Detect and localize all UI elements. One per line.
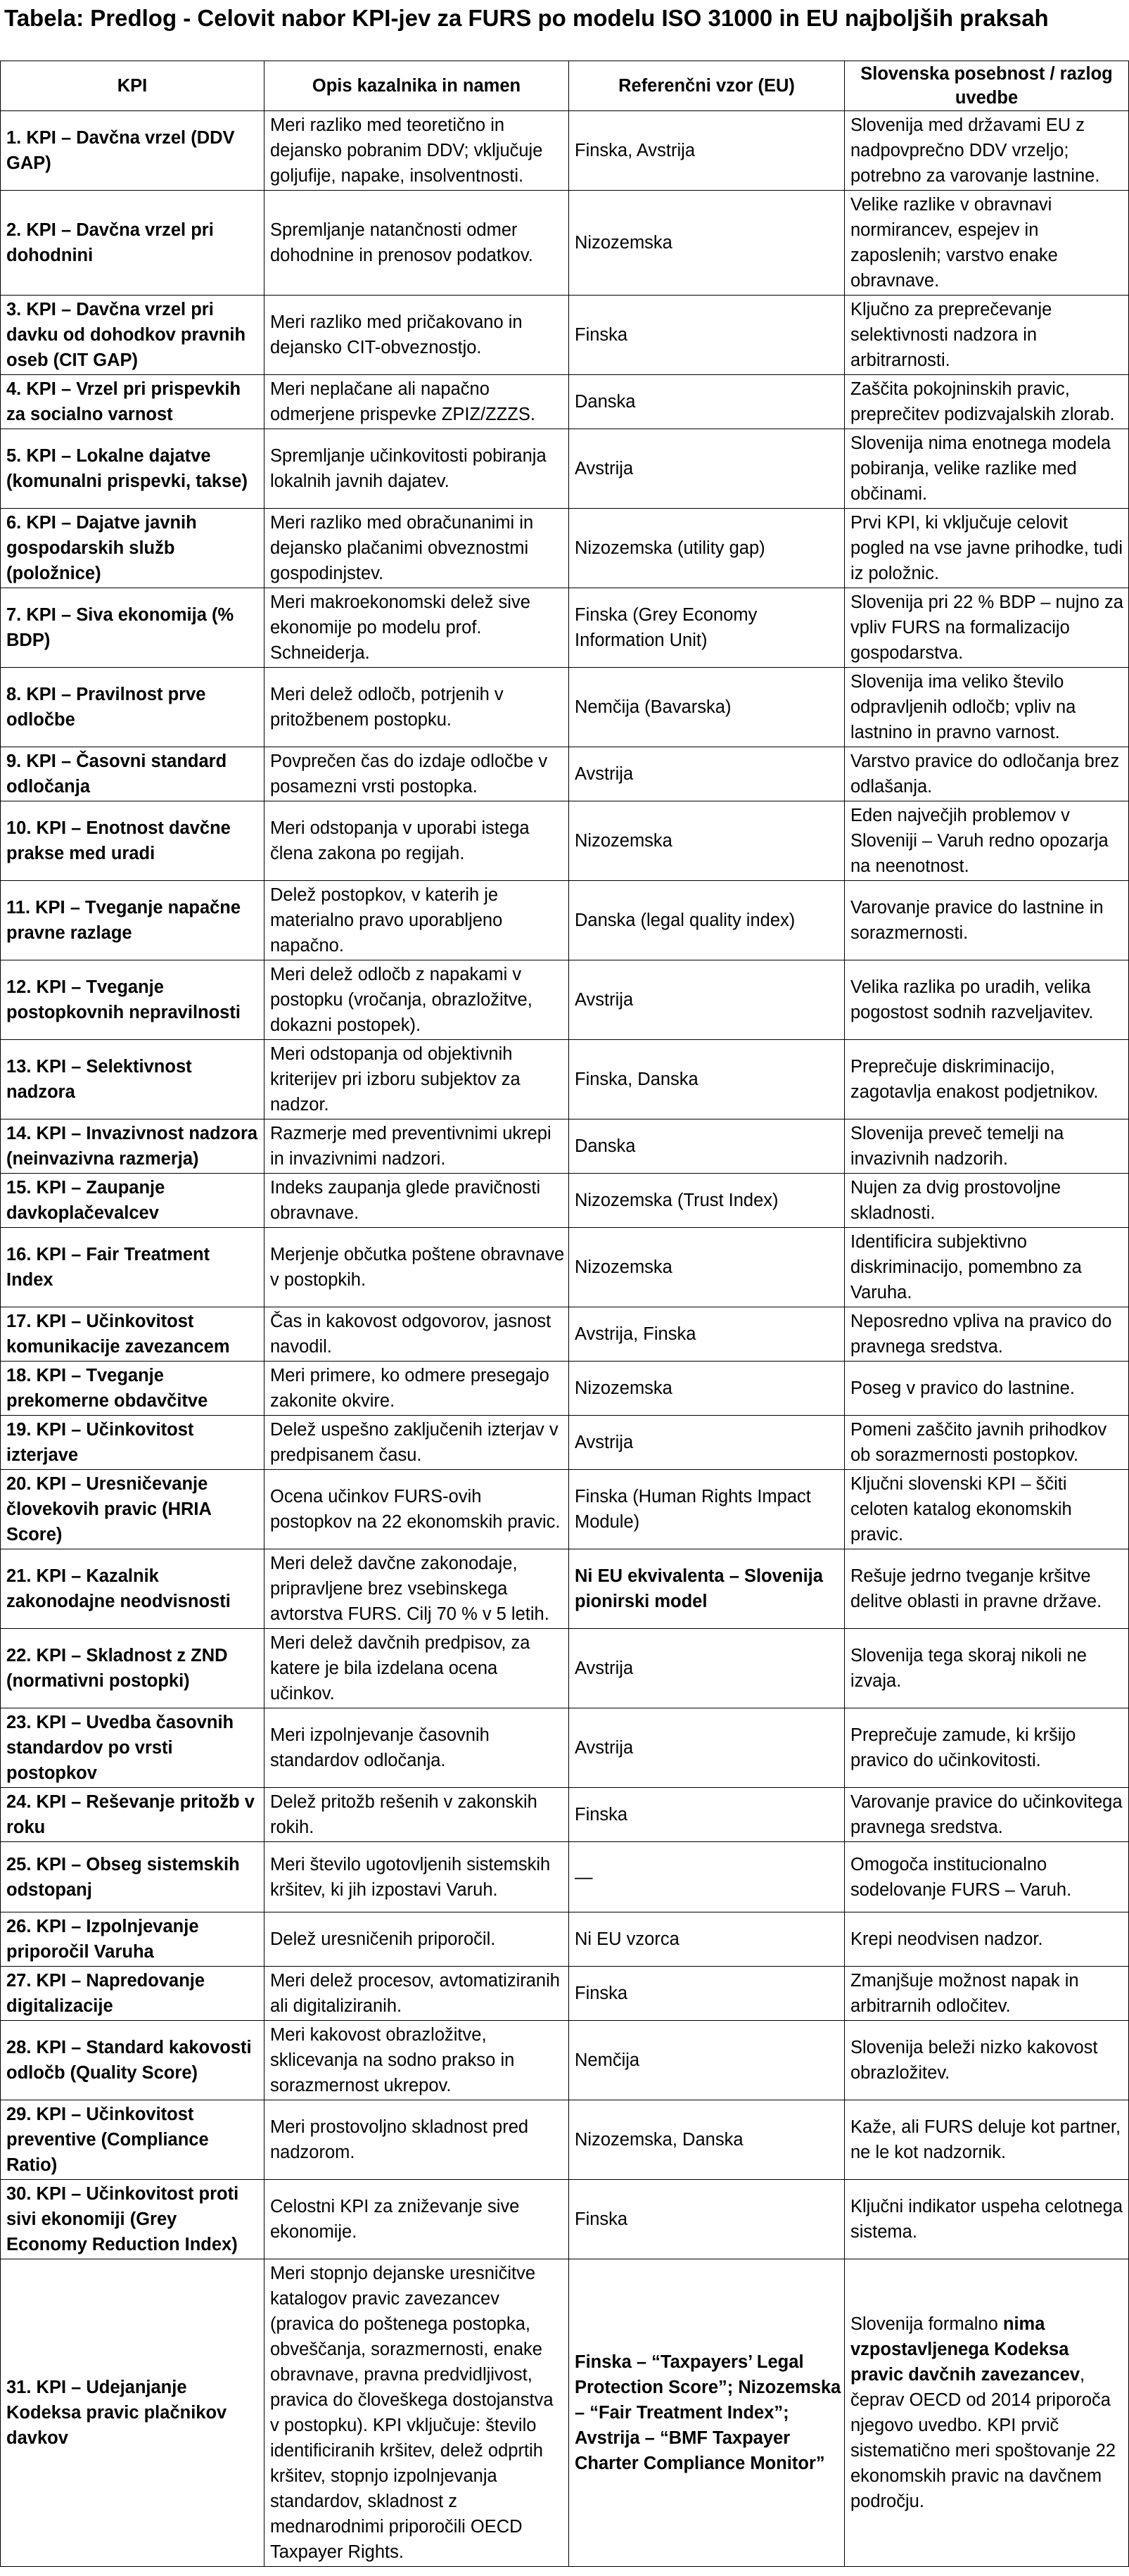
cell-razlog: Varovanje pravice do lastnine in sorazmernosti. bbox=[845, 881, 1129, 960]
cell-vzor: Finska (Human Rights Impact Module) bbox=[569, 1470, 845, 1549]
table-row bbox=[1, 668, 1129, 747]
cell-kpi: 9. KPI – Časovni standard odločanja bbox=[1, 747, 264, 801]
cell-razlog: Ključno za preprečevanje selektivnosti nadzora in arbitrarnosti. bbox=[845, 296, 1129, 375]
cell-kpi: 18. KPI – Tveganje prekomerne obdavčitve bbox=[1, 1362, 264, 1416]
cell-kpi: 21. KPI – Kazalnik zakonodajne neodvisnosti bbox=[1, 1549, 264, 1629]
table-row bbox=[1, 111, 1129, 191]
cell-kpi: 28. KPI – Standard kakovosti odločb (Quality Score) bbox=[1, 2021, 264, 2100]
cell-kpi: 26. KPI – Izpolnjevanje priporočil Varuha bbox=[1, 1912, 264, 1967]
header-razlog: Slovenska posebnost / razlog uvedbe bbox=[845, 61, 1129, 111]
table-row bbox=[1, 1708, 1129, 1788]
cell-razlog: Kaže, ali FURS deluje kot partner, ne le kot nadzornik. bbox=[845, 2100, 1129, 2180]
table-row bbox=[1, 1119, 1129, 1174]
cell-opis: Delež uspešno zaključenih izterjav v predpisanem času. bbox=[264, 1416, 569, 1470]
cell-razlog: Zaščita pokojninskih pravic, preprečitev podizvajalskih zlorab. bbox=[845, 375, 1129, 429]
cell-kpi: 31. KPI – Udejanjanje Kodeksa pravic plačnikov davkov bbox=[1, 2259, 264, 2567]
cell-opis: Meri odstopanja od objektivnih kriterijev pri izboru subjektov za nadzor. bbox=[264, 1040, 569, 1119]
table-row bbox=[1, 2021, 1129, 2100]
cell-razlog: Velike razlike v obravnavi normirancev, espejev in zaposlenih; varstvo enake obravnave. bbox=[845, 191, 1129, 296]
cell-kpi: 25. KPI – Obseg sistemskih odstopanj bbox=[1, 1842, 264, 1912]
cell-razlog: Nujen za dvig prostovoljne skladnosti. bbox=[845, 1174, 1129, 1228]
table-row bbox=[1, 509, 1129, 588]
cell-razlog: Prvi KPI, ki vključuje celovit pogled na vse javne prihodke, tudi iz položnic. bbox=[845, 509, 1129, 588]
cell-vzor: Nizozemska (utility gap) bbox=[569, 509, 845, 588]
table-row bbox=[1, 1549, 1129, 1629]
cell-kpi: 22. KPI – Skladnost z ZND (normativni postopki) bbox=[1, 1629, 264, 1708]
cell-razlog: Slovenija ima veliko število odpravljenih odločb; vpliv na lastnino in pravno varnost. bbox=[845, 668, 1129, 747]
cell-razlog: Preprečuje zamude, ki kršijo pravico do učinkovitosti. bbox=[845, 1708, 1129, 1788]
cell-razlog: Slovenija med državami EU z nadpovprečno DDV vrzeljo; potrebno za varovanje lastnine. bbox=[845, 111, 1129, 191]
cell-vzor: Danska (legal quality index) bbox=[569, 881, 845, 960]
cell-vzor: Avstrija bbox=[569, 1629, 845, 1708]
table-row bbox=[1, 801, 1129, 881]
cell-razlog-part: Slovenija formalno bbox=[850, 2314, 1003, 2334]
cell-razlog: Preprečuje diskriminacijo, zagotavlja enakost podjetnikov. bbox=[845, 1040, 1129, 1119]
cell-opis: Meri neplačane ali napačno odmerjene prispevke ZPIZ/ZZZS. bbox=[264, 375, 569, 429]
cell-kpi: 6. KPI – Dajatve javnih gospodarskih služb (položnice) bbox=[1, 509, 264, 588]
page-title: Tabela: Predlog - Celovit nabor KPI-jev za FURS po modelu ISO 31000 in EU najboljših praksah bbox=[4, 5, 1049, 31]
cell-kpi: 30. KPI – Učinkovitost proti sivi ekonomiji (Grey Economy Reduction Index) bbox=[1, 2180, 264, 2259]
table-row bbox=[1, 1362, 1129, 1416]
table-row bbox=[1, 2180, 1129, 2259]
cell-opis: Delež pritožb rešenih v zakonskih rokih. bbox=[264, 1788, 569, 1842]
cell-vzor: Finska, Danska bbox=[569, 1040, 845, 1119]
cell-opis: Meri izpolnjevanje časovnih standardov odločanja. bbox=[264, 1708, 569, 1788]
cell-vzor: Finska bbox=[569, 1967, 845, 2021]
cell-vzor: Avstrija bbox=[569, 960, 845, 1040]
cell-opis: Čas in kakovost odgovorov, jasnost navodil. bbox=[264, 1307, 569, 1362]
cell-opis: Merjenje občutka poštene obravnave v postopkih. bbox=[264, 1228, 569, 1307]
cell-razlog: Slovenija nima enotnega modela pobiranja, velike razlike med občinami. bbox=[845, 429, 1129, 509]
table-row bbox=[1, 1629, 1129, 1708]
table-row bbox=[1, 1967, 1129, 2021]
cell-vzor: Finska bbox=[569, 296, 845, 375]
cell-razlog: Varstvo pravice do odločanja brez odlašanja. bbox=[845, 747, 1129, 801]
table-row bbox=[1, 429, 1129, 509]
table-row bbox=[1, 191, 1129, 296]
cell-vzor: Finska bbox=[569, 1788, 845, 1842]
table-row bbox=[1, 2100, 1129, 2180]
cell-razlog: Pomeni zaščito javnih prihodkov ob sorazmernosti postopkov. bbox=[845, 1416, 1129, 1470]
cell-vzor: Nemčija bbox=[569, 2021, 845, 2100]
cell-vzor: Ni EU vzorca bbox=[569, 1912, 845, 1967]
table-body bbox=[1, 111, 1129, 2567]
cell-vzor: Danska bbox=[569, 1119, 845, 1174]
cell-razlog: Slovenija beleži nizko kakovost obrazložitev. bbox=[845, 2021, 1129, 2100]
table-row bbox=[1, 881, 1129, 960]
cell-opis: Meri kakovost obrazložitve, sklicevanja na sodno prakso in sorazmernost ukrepov. bbox=[264, 2021, 569, 2100]
cell-opis: Meri razliko med obračunanimi in dejansko plačanimi obveznostmi gospodinjstev. bbox=[264, 509, 569, 588]
cell-opis: Meri stopnjo dejanske uresničitve katalogov pravic zavezancev (pravica do poštenega postopka, obveščanja, sorazmernosti, enake obravnave, pravna predvidljivost, pravica do človeškega dostojanstva v postopku). KPI vključuje: število identificiranih kršitev, delež odprtih kršitev, stopnjo izpolnjevanja standardov, skladnost z mednarodnimi priporočili OECD Taxpayer Rights. bbox=[264, 2259, 569, 2567]
table-row bbox=[1, 747, 1129, 801]
table-row bbox=[1, 1470, 1129, 1549]
cell-opis: Meri razliko med pričakovano in dejansko CIT-obveznostjo. bbox=[264, 296, 569, 375]
cell-razlog: Eden največjih problemov v Sloveniji – Varuh redno opozarja na neenotnost. bbox=[845, 801, 1129, 881]
cell-opis: Meri primere, ko odmere presegajo zakonite okvire. bbox=[264, 1362, 569, 1416]
cell-opis: Meri delež davčnih predpisov, za katere je bila izdelana ocena učinkov. bbox=[264, 1629, 569, 1708]
cell-vzor: Nemčija (Bavarska) bbox=[569, 668, 845, 747]
cell-kpi: 13. KPI – Selektivnost nadzora bbox=[1, 1040, 264, 1119]
cell-razlog bbox=[845, 2259, 1129, 2567]
table-row bbox=[1, 1228, 1129, 1307]
cell-razlog: Slovenija preveč temelji na invazivnih nadzorih. bbox=[845, 1119, 1129, 1174]
header-vzor: Referenčni vzor (EU) bbox=[569, 61, 845, 111]
cell-razlog: Neposredno vpliva na pravico do pravnega sredstva. bbox=[845, 1307, 1129, 1362]
table-row bbox=[1, 1788, 1129, 1842]
cell-opis: Spremljanje natančnosti odmer dohodnine in prenosov podatkov. bbox=[264, 191, 569, 296]
cell-vzor: Avstrija bbox=[569, 1708, 845, 1788]
cell-vzor: Nizozemska bbox=[569, 801, 845, 881]
cell-razlog: Slovenija pri 22 % BDP – nujno za vpliv FURS na formalizacijo gospodarstva. bbox=[845, 588, 1129, 668]
table-row bbox=[1, 296, 1129, 375]
cell-razlog: Slovenija tega skoraj nikoli ne izvaja. bbox=[845, 1629, 1129, 1708]
cell-opis: Meri število ugotovljenih sistemskih kršitev, ki jih izpostavi Varuh. bbox=[264, 1842, 569, 1912]
header-kpi: KPI bbox=[1, 61, 264, 111]
cell-vzor: Avstrija bbox=[569, 1416, 845, 1470]
cell-razlog: Ključni slovenski KPI – ščiti celoten katalog ekonomskih pravic. bbox=[845, 1470, 1129, 1549]
table-header-row bbox=[1, 61, 1129, 111]
cell-opis: Povprečen čas do izdaje odločbe v posamezni vrsti postopka. bbox=[264, 747, 569, 801]
cell-opis: Meri razliko med teoretično in dejansko pobranim DDV; vključuje goljufije, napake, insolventnosti. bbox=[264, 111, 569, 191]
cell-kpi: 2. KPI – Davčna vrzel pri dohodnini bbox=[1, 191, 264, 296]
cell-opis: Meri odstopanja v uporabi istega člena zakona po regijah. bbox=[264, 801, 569, 881]
cell-vzor: Avstrija, Finska bbox=[569, 1307, 845, 1362]
cell-opis: Delež uresničenih priporočil. bbox=[264, 1912, 569, 1967]
cell-opis: Meri delež davčne zakonodaje, pripravljene brez vsebinskega avtorstva FURS. Cilj 70 % v 5 letih. bbox=[264, 1549, 569, 1629]
cell-vzor: Finska – “Taxpayers’ Legal Protection Score”; Nizozemska – “Fair Treatment Index”; Avstrija – “BMF Taxpayer Charter Compliance Monitor” bbox=[569, 2259, 845, 2567]
cell-opis: Meri delež odločb, potrjenih v pritožbenem postopku. bbox=[264, 668, 569, 747]
cell-opis: Meri prostovoljno skladnost pred nadzorom. bbox=[264, 2100, 569, 2180]
cell-vzor: Nizozemska bbox=[569, 1228, 845, 1307]
cell-vzor: Ni EU ekvivalenta – Slovenija pionirski model bbox=[569, 1549, 845, 1629]
cell-kpi: 20. KPI – Uresničevanje človekovih pravic (HRIA Score) bbox=[1, 1470, 264, 1549]
cell-razlog: Ključni indikator uspeha celotnega sistema. bbox=[845, 2180, 1129, 2259]
cell-vzor: Finska, Avstrija bbox=[569, 111, 845, 191]
cell-vzor: Nizozemska, Danska bbox=[569, 2100, 845, 2180]
cell-opis: Meri delež procesov, avtomatiziranih ali digitaliziranih. bbox=[264, 1967, 569, 2021]
cell-razlog: Rešuje jedrno tveganje kršitve delitve oblasti in pravne države. bbox=[845, 1549, 1129, 1629]
cell-opis: Meri makroekonomski delež sive ekonomije po modelu prof. Schneiderja. bbox=[264, 588, 569, 668]
table-row bbox=[1, 1416, 1129, 1470]
cell-kpi: 12. KPI – Tveganje postopkovnih nepravilnosti bbox=[1, 960, 264, 1040]
cell-kpi: 19. KPI – Učinkovitost izterjave bbox=[1, 1416, 264, 1470]
cell-vzor: Avstrija bbox=[569, 747, 845, 801]
cell-kpi: 7. KPI – Siva ekonomija (% BDP) bbox=[1, 588, 264, 668]
cell-kpi: 24. KPI – Reševanje pritožb v roku bbox=[1, 1788, 264, 1842]
table-row bbox=[1, 1307, 1129, 1362]
cell-vzor: Finska bbox=[569, 2180, 845, 2259]
table-row bbox=[1, 1912, 1129, 1967]
cell-vzor: — bbox=[569, 1842, 845, 1912]
cell-kpi: 8. KPI – Pravilnost prve odločbe bbox=[1, 668, 264, 747]
cell-razlog: Omogoča institucionalno sodelovanje FURS – Varuh. bbox=[845, 1842, 1129, 1912]
cell-razlog: Krepi neodvisen nadzor. bbox=[845, 1912, 1129, 1967]
cell-kpi: 11. KPI – Tveganje napačne pravne razlage bbox=[1, 881, 264, 960]
cell-kpi: 4. KPI – Vrzel pri prispevkih za socialno varnost bbox=[1, 375, 264, 429]
table-row bbox=[1, 960, 1129, 1040]
cell-opis: Delež postopkov, v katerih je materialno pravo uporabljeno napačno. bbox=[264, 881, 569, 960]
table-row bbox=[1, 1040, 1129, 1119]
cell-opis: Spremljanje učinkovitosti pobiranja lokalnih javnih dajatev. bbox=[264, 429, 569, 509]
cell-razlog-part: , čeprav OECD od 2014 priporoča njegovo uvedbo. KPI prvič sistematično meri spoštovanje 22 ekonomskih pravic na davčnem področju. bbox=[850, 2365, 1116, 2511]
cell-razlog: Poseg v pravico do lastnine. bbox=[845, 1362, 1129, 1416]
cell-kpi: 14. KPI – Invazivnost nadzora (neinvazivna razmerja) bbox=[1, 1119, 264, 1174]
cell-razlog: Varovanje pravice do učinkovitega pravnega sredstva. bbox=[845, 1788, 1129, 1842]
cell-vzor: Danska bbox=[569, 375, 845, 429]
cell-vzor: Nizozemska bbox=[569, 1362, 845, 1416]
cell-razlog: Zmanjšuje možnost napak in arbitrarnih odločitev. bbox=[845, 1967, 1129, 2021]
cell-opis: Ocena učinkov FURS-ovih postopkov na 22 ekonomskih pravic. bbox=[264, 1470, 569, 1549]
table-row bbox=[1, 375, 1129, 429]
table-row bbox=[1, 1174, 1129, 1228]
cell-kpi: 16. KPI – Fair Treatment Index bbox=[1, 1228, 264, 1307]
cell-kpi: 10. KPI – Enotnost davčne prakse med uradi bbox=[1, 801, 264, 881]
cell-razlog-bold: nima vzpostavljenega Kodeksa pravic davčnih zavezancev bbox=[850, 2314, 1080, 2385]
cell-razlog: Identificira subjektivno diskriminacijo, pomembno za Varuha. bbox=[845, 1228, 1129, 1307]
table-row bbox=[1, 1842, 1129, 1912]
cell-opis: Celostni KPI za zniževanje sive ekonomije. bbox=[264, 2180, 569, 2259]
cell-kpi: 27. KPI – Napredovanje digitalizacije bbox=[1, 1967, 264, 2021]
cell-opis: Meri delež odločb z napakami v postopku (vročanja, obrazložitve, dokazni postopek). bbox=[264, 960, 569, 1040]
cell-vzor: Nizozemska bbox=[569, 191, 845, 296]
kpi-table bbox=[0, 61, 1129, 2567]
cell-opis: Razmerje med preventivnimi ukrepi in invazivnimi nadzori. bbox=[264, 1119, 569, 1174]
cell-kpi: 3. KPI – Davčna vrzel pri davku od dohodkov pravnih oseb (CIT GAP) bbox=[1, 296, 264, 375]
cell-kpi: 17. KPI – Učinkovitost komunikacije zavezancem bbox=[1, 1307, 264, 1362]
cell-vzor: Avstrija bbox=[569, 429, 845, 509]
cell-kpi: 1. KPI – Davčna vrzel (DDV GAP) bbox=[1, 111, 264, 191]
header-opis: Opis kazalnika in namen bbox=[264, 61, 569, 111]
cell-vzor: Finska (Grey Economy Information Unit) bbox=[569, 588, 845, 668]
cell-kpi: 23. KPI – Uvedba časovnih standardov po vrsti postopkov bbox=[1, 1708, 264, 1788]
cell-kpi: 5. KPI – Lokalne dajatve (komunalni prispevki, takse) bbox=[1, 429, 264, 509]
table-row bbox=[1, 588, 1129, 668]
cell-opis: Indeks zaupanja glede pravičnosti obravnave. bbox=[264, 1174, 569, 1228]
cell-razlog: Velika razlika po uradih, velika pogostost sodnih razveljavitev. bbox=[845, 960, 1129, 1040]
cell-kpi: 15. KPI – Zaupanje davkoplačevalcev bbox=[1, 1174, 264, 1228]
table-row-31 bbox=[1, 2259, 1129, 2567]
cell-kpi: 29. KPI – Učinkovitost preventive (Compliance Ratio) bbox=[1, 2100, 264, 2180]
cell-vzor: Nizozemska (Trust Index) bbox=[569, 1174, 845, 1228]
